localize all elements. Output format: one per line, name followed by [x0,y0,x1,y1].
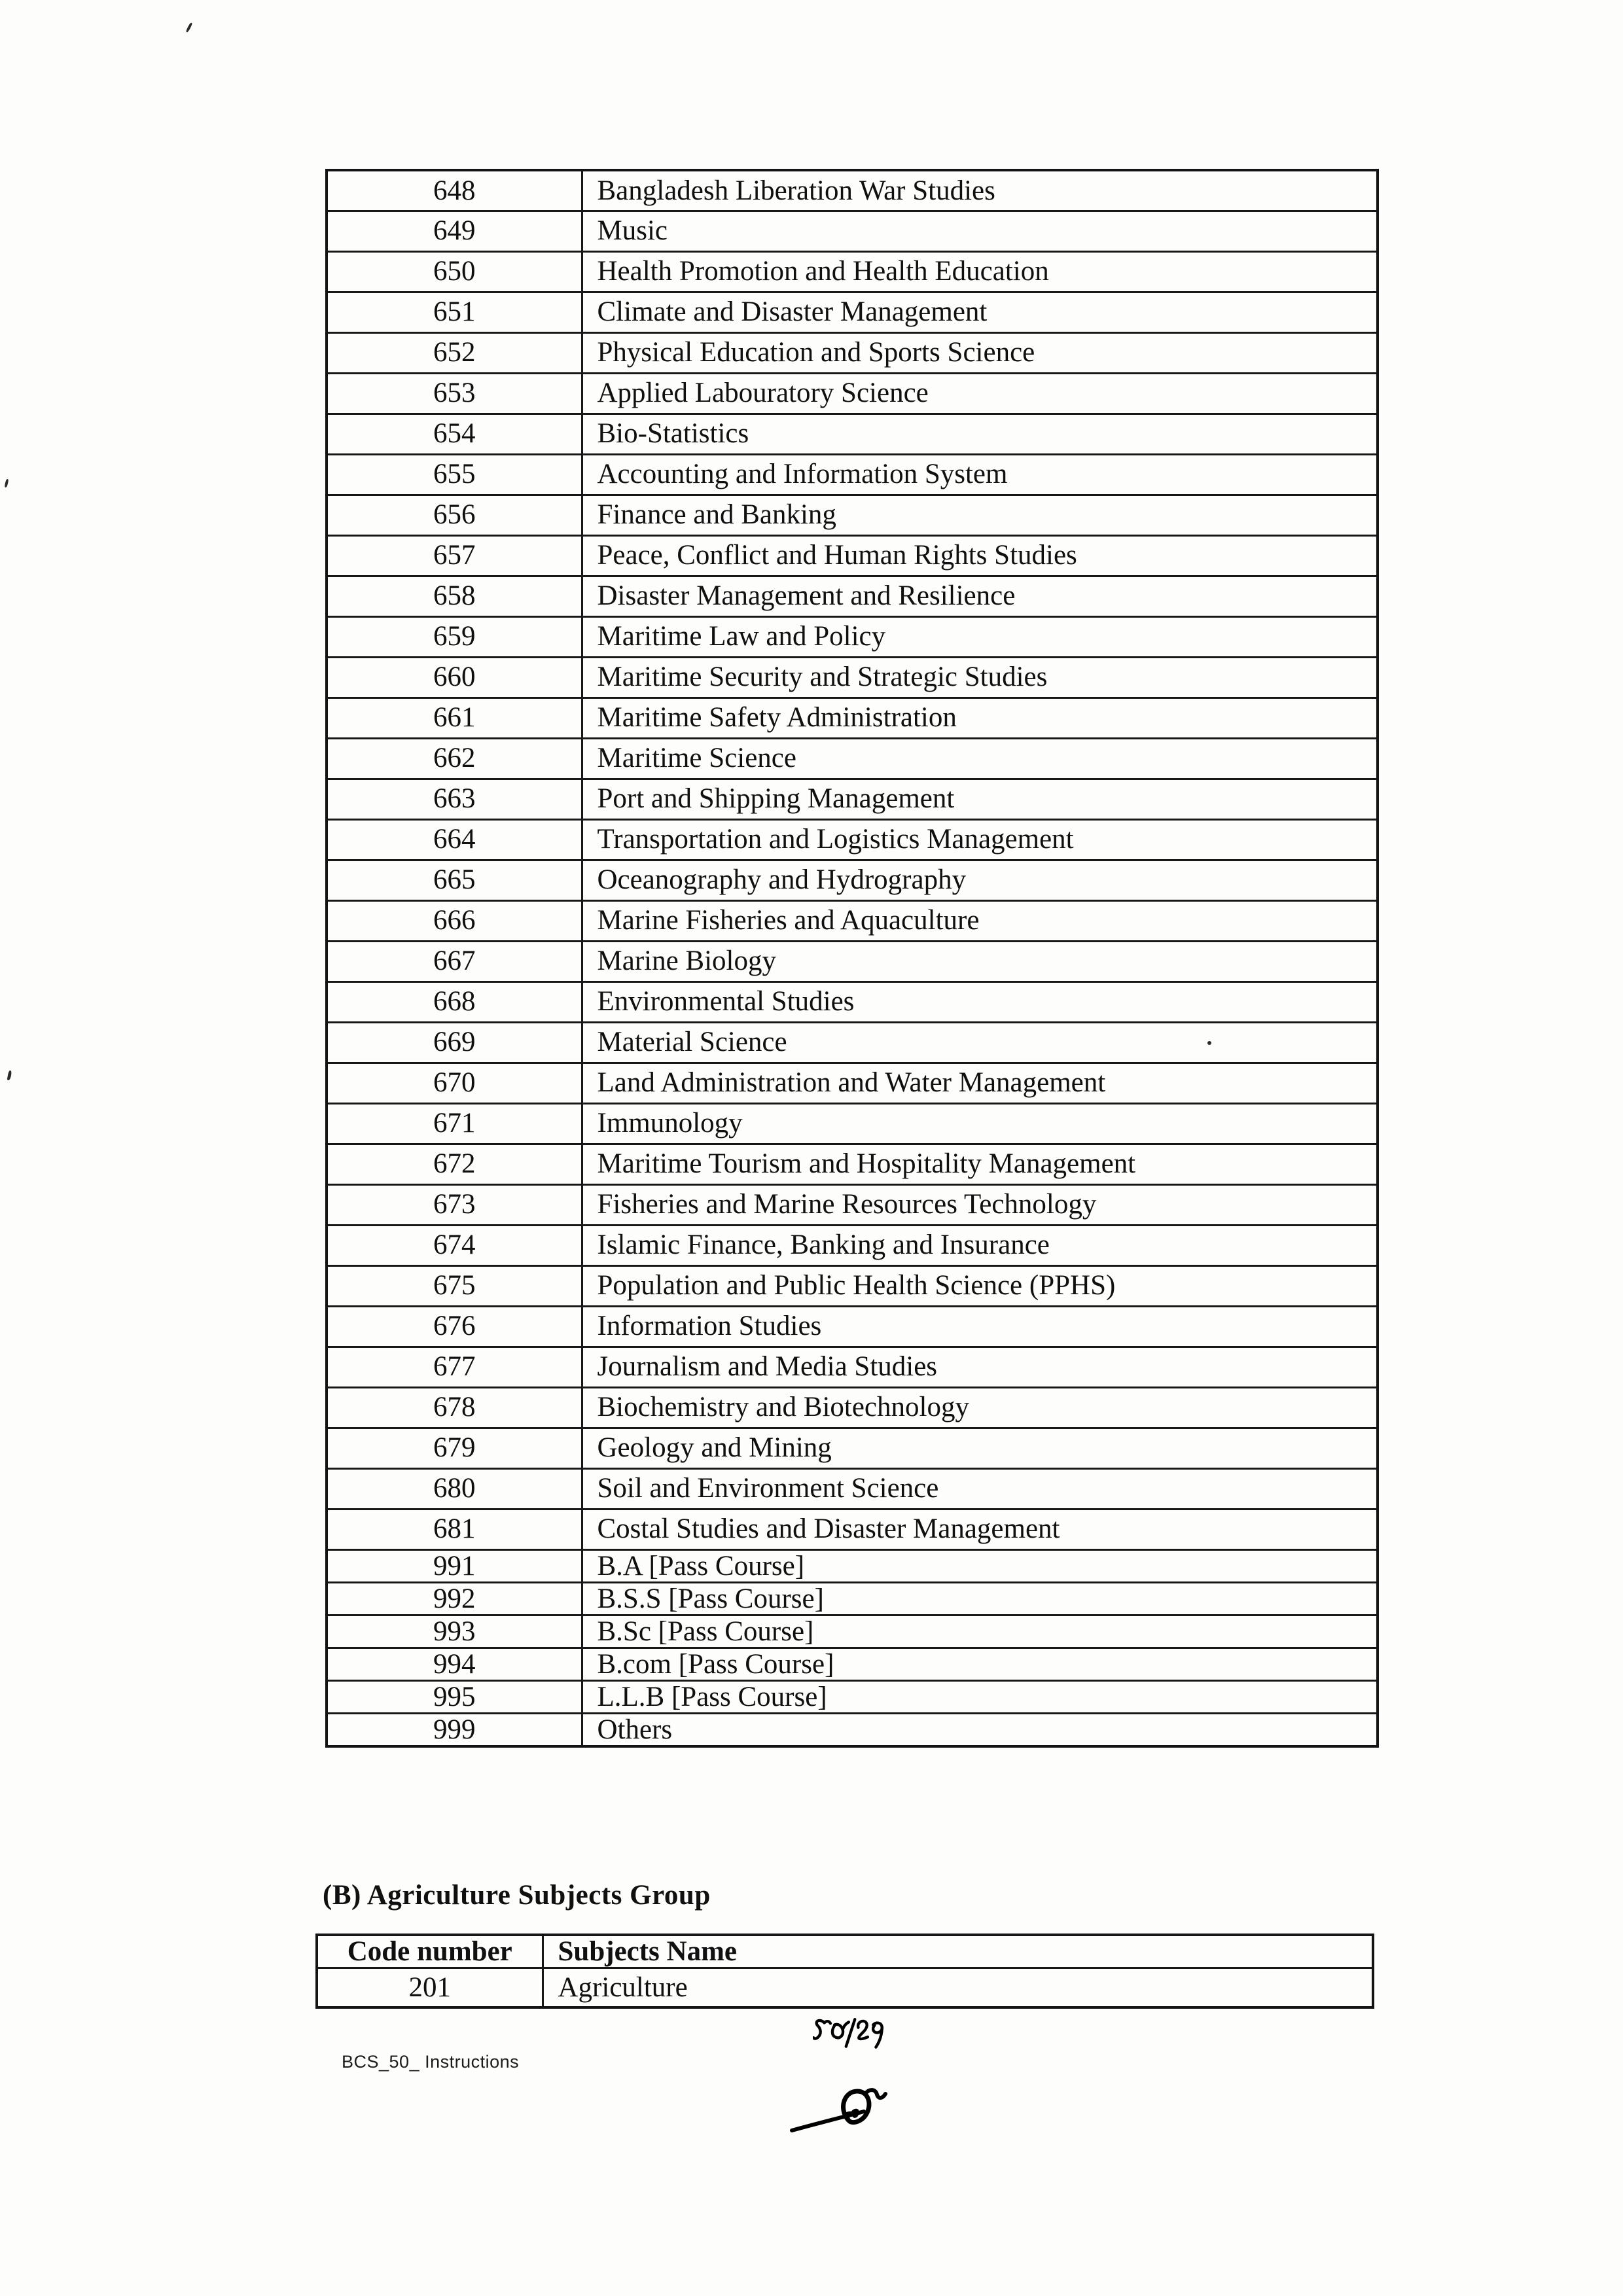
subject-code-cell: 666 [327,900,582,941]
subject-code-cell: 657 [327,535,582,576]
subject-name-cell: Soil and Environment Science [582,1468,1378,1509]
agriculture-subjects-table [315,1934,1374,2009]
table-row [327,1225,1378,1265]
subject-name-cell: Material Science [582,1022,1378,1063]
table-row [327,332,1378,373]
subject-code-cell: 656 [327,495,582,535]
table-row [327,1582,1378,1615]
subject-code-cell: 994 [327,1648,582,1680]
table-row [327,211,1378,251]
table-row [327,1428,1378,1468]
table-row [327,576,1378,616]
table-row [327,414,1378,454]
table-row [327,1306,1378,1347]
subject-name-cell: Costal Studies and Disaster Management [582,1509,1378,1549]
agriculture-table-header [317,1935,1373,1968]
table-row [327,495,1378,535]
subject-name-cell: Environmental Studies [582,981,1378,1022]
table-row [327,251,1378,292]
table-row [327,1265,1378,1306]
table-row [327,941,1378,981]
subject-name-cell: Music [582,211,1378,251]
table-row [327,657,1378,698]
subject-code-cell: 661 [327,698,582,738]
subject-code-cell: 674 [327,1225,582,1265]
subject-name-cell: Agriculture [543,1968,1373,2007]
table-row [327,1063,1378,1103]
subject-code-cell: 660 [327,657,582,698]
table-header-row [317,1935,1373,1968]
subject-code-cell: 648 [327,170,582,211]
subjects-code-table [325,169,1379,1748]
table-row [327,819,1378,860]
agriculture-table-body [317,1968,1373,2007]
table-row [327,1347,1378,1387]
table-row [327,1022,1378,1063]
table-row [327,779,1378,819]
subject-code-cell: 662 [327,738,582,779]
scan-artifact [185,22,192,33]
subject-code-cell: 654 [327,414,582,454]
signature-mark [789,2083,887,2138]
table-row [327,860,1378,900]
subject-code-cell: 991 [327,1549,582,1582]
subject-code-cell: 680 [327,1468,582,1509]
table-row [327,535,1378,576]
table-row [327,1615,1378,1648]
handwritten-page-mark [813,2015,887,2052]
subject-name-cell: Port and Shipping Management [582,779,1378,819]
table-row [327,373,1378,414]
subject-code-cell: 651 [327,292,582,332]
subject-name-cell: Others [582,1714,1378,1747]
table-row [327,1184,1378,1225]
subject-code-cell: 993 [327,1615,582,1648]
subject-code-cell: 676 [327,1306,582,1347]
subject-name-cell: Population and Public Health Science (PPHS) [582,1265,1378,1306]
subject-code-cell: 672 [327,1144,582,1184]
subject-name-cell: Journalism and Media Studies [582,1347,1378,1387]
subject-name-cell: Maritime Tourism and Hospitality Management [582,1144,1378,1184]
subject-name-cell: L.L.B [Pass Course] [582,1681,1378,1714]
subject-name-cell: Accounting and Information System [582,454,1378,495]
subject-code-cell: 668 [327,981,582,1022]
subject-code-cell: 201 [317,1968,543,2007]
subject-name-cell: Bangladesh Liberation War Studies [582,170,1378,211]
subject-name-cell: B.A [Pass Course] [582,1549,1378,1582]
table-row [327,900,1378,941]
table-row [327,698,1378,738]
table-row [327,1681,1378,1714]
subject-code-cell: 678 [327,1387,582,1428]
subject-name-cell: Immunology [582,1103,1378,1144]
subject-code-cell: 665 [327,860,582,900]
document-footer-label: BCS_50_ Instructions [342,2052,520,2072]
subject-code-cell: 995 [327,1681,582,1714]
subject-code-cell: 658 [327,576,582,616]
subject-name-cell: Islamic Finance, Banking and Insurance [582,1225,1378,1265]
subject-code-cell: 669 [327,1022,582,1063]
agriculture-group-heading: (B) Agriculture Subjects Group [323,1880,711,1911]
subject-name-cell: Land Administration and Water Management [582,1063,1378,1103]
subject-name-cell: Finance and Banking [582,495,1378,535]
subject-code-cell: 649 [327,211,582,251]
table-row [327,981,1378,1022]
scan-artifact [1207,1041,1211,1045]
scan-artifact [7,1070,12,1081]
subject-name-cell: Marine Fisheries and Aquaculture [582,900,1378,941]
subject-code-cell: 667 [327,941,582,981]
subject-code-cell: 677 [327,1347,582,1387]
subject-name-cell: Applied Labouratory Science [582,373,1378,414]
signature-strokes [789,2083,887,2138]
subject-name-cell: Health Promotion and Health Education [582,251,1378,292]
subject-name-cell: B.Sc [Pass Course] [582,1615,1378,1648]
subject-name-cell: Maritime Science [582,738,1378,779]
subject-code-cell: 655 [327,454,582,495]
subject-code-cell: 664 [327,819,582,860]
table-row [327,1144,1378,1184]
subject-name-cell: Information Studies [582,1306,1378,1347]
table-row [327,738,1378,779]
table-row [327,616,1378,657]
subject-name-cell: Bio-Statistics [582,414,1378,454]
subject-name-cell: Geology and Mining [582,1428,1378,1468]
subject-code-cell: 671 [327,1103,582,1144]
table-row [327,1648,1378,1680]
subject-code-cell: 670 [327,1063,582,1103]
subject-code-cell: 673 [327,1184,582,1225]
subject-name-cell: Fisheries and Marine Resources Technology [582,1184,1378,1225]
subjects-table-body [327,170,1378,1746]
table-row [327,292,1378,332]
table-row [327,454,1378,495]
table-row [327,1468,1378,1509]
table-row [327,1549,1378,1582]
subjects-name-header: Subjects Name [543,1935,1373,1968]
subject-name-cell: Maritime Law and Policy [582,616,1378,657]
subject-code-cell: 663 [327,779,582,819]
subject-name-cell: Maritime Security and Strategic Studies [582,657,1378,698]
subject-code-cell: 653 [327,373,582,414]
subject-name-cell: Transportation and Logistics Management [582,819,1378,860]
subject-code-cell: 675 [327,1265,582,1306]
table-row [327,1714,1378,1747]
subject-name-cell: Peace, Conflict and Human Rights Studies [582,535,1378,576]
subject-code-cell: 999 [327,1714,582,1747]
subject-name-cell: Physical Education and Sports Science [582,332,1378,373]
subject-name-cell: B.com [Pass Course] [582,1648,1378,1680]
subject-name-cell: B.S.S [Pass Course] [582,1582,1378,1615]
subject-code-cell: 992 [327,1582,582,1615]
subject-name-cell: Disaster Management and Resilience [582,576,1378,616]
subject-code-cell: 679 [327,1428,582,1468]
table-row [327,170,1378,211]
handwritten-mark-strokes [813,2015,887,2052]
subject-name-cell: Oceanography and Hydrography [582,860,1378,900]
subject-name-cell: Maritime Safety Administration [582,698,1378,738]
subject-name-cell: Marine Biology [582,941,1378,981]
table-row [327,1387,1378,1428]
subject-code-cell: 681 [327,1509,582,1549]
subject-name-cell: Climate and Disaster Management [582,292,1378,332]
table-row [317,1968,1373,2007]
subject-code-cell: 650 [327,251,582,292]
code-number-header: Code number [317,1935,543,1968]
table-row [327,1509,1378,1549]
table-row [327,1103,1378,1144]
subject-code-cell: 659 [327,616,582,657]
subject-code-cell: 652 [327,332,582,373]
scan-artifact [4,479,9,488]
subject-name-cell: Biochemistry and Biotechnology [582,1387,1378,1428]
